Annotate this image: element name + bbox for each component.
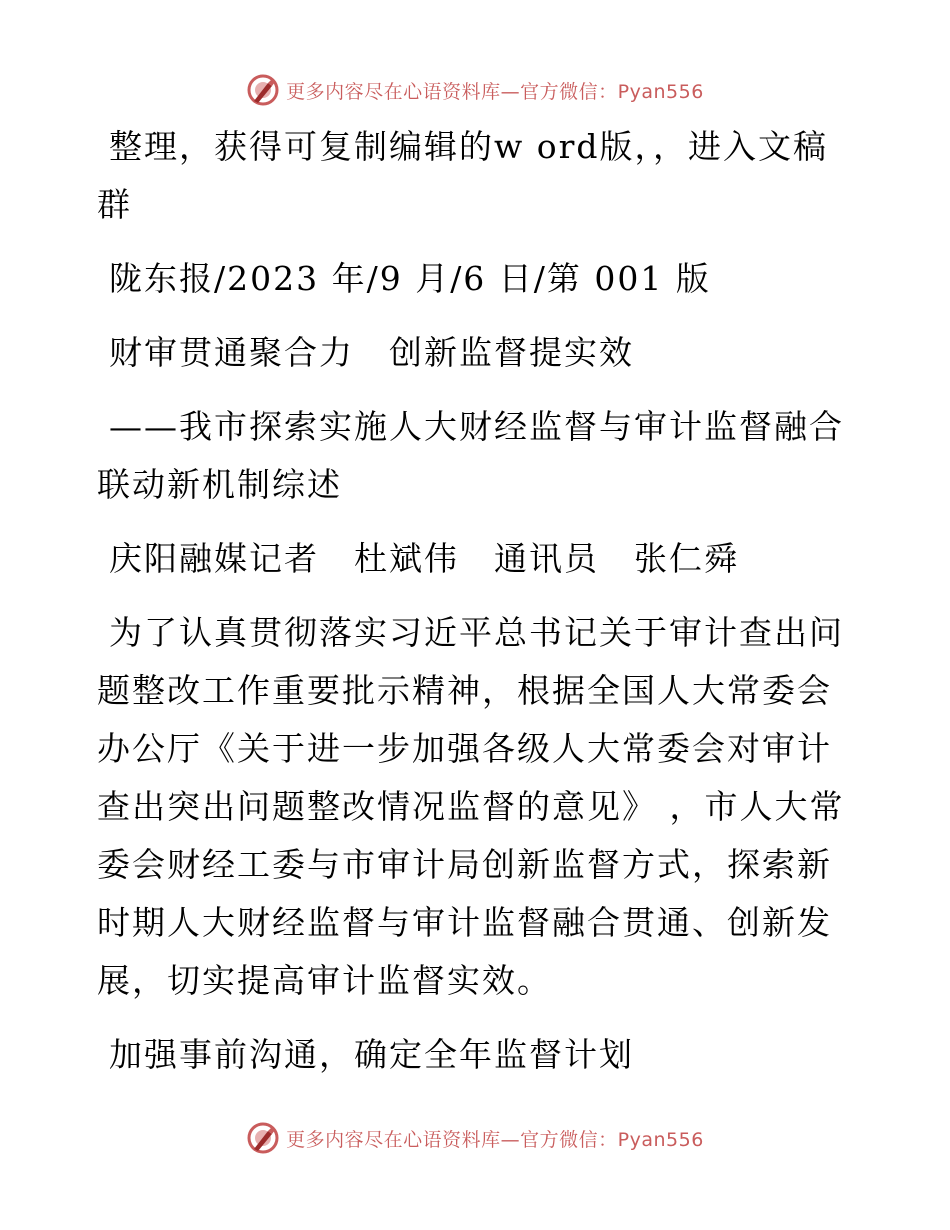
banner-text: [286, 1125, 704, 1152]
article-subtitle: ——我市探索实施人大财经监督与审计监督融合联动新机制综述: [97, 407, 844, 504]
banner-text-en: Pyan556: [617, 1128, 704, 1151]
footer-banner: [0, 1116, 950, 1160]
section-heading: 加强事前沟通，确定全年监督计划: [109, 1035, 634, 1074]
header-banner: [0, 68, 950, 112]
banner-text: [286, 77, 704, 104]
intro-paragraph: 整理，获得可复制编辑的w ord版，，进入文稿群: [97, 127, 829, 224]
byline: 庆阳融媒记者 杜斌伟 通讯员 张仁舜: [109, 539, 739, 578]
body-paragraph: 为了认真贯彻落实习近平总书记关于审计查出问题整改工作重要批示精神，根据全国人大常委会办公厅《关于进一步加强各级人大常委会对审计查出突出问题整改情况监督的意见》 ，市人大常委会财经工委与市审计局创新监督方式，探索新时期人大财经监督与审计监督融合贯通、创新发展，切实提高审计监督实效。: [97, 613, 845, 1000]
pen-circle-logo-icon: [246, 1121, 280, 1155]
pen-circle-logo-icon: [246, 73, 280, 107]
banner-text-cn: 更多内容尽在心语资料库—官方微信：: [286, 1128, 618, 1151]
article-title: 财审贯通聚合力 创新监督提实效: [109, 333, 634, 372]
publication-line: 陇东报/2023 年/9 月/6 日/第 001 版: [109, 259, 711, 298]
banner-text-en: Pyan556: [617, 80, 704, 103]
document-body: [97, 118, 857, 1100]
banner-text-cn: 更多内容尽在心语资料库—官方微信：: [286, 80, 618, 103]
